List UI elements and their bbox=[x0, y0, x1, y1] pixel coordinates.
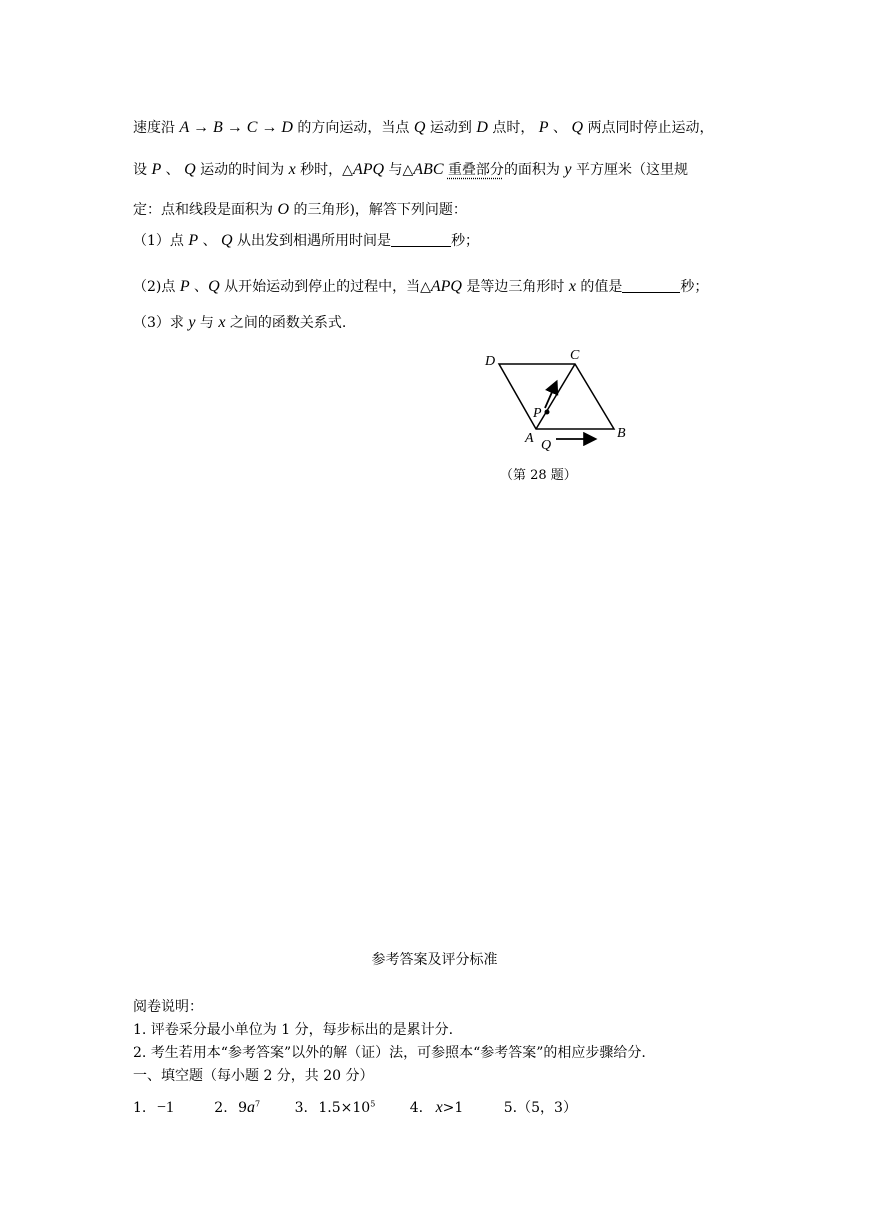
math-apq: APQ bbox=[430, 278, 462, 295]
text: 设 bbox=[133, 162, 152, 178]
text: 与△ bbox=[384, 162, 414, 178]
math-y: y bbox=[564, 161, 572, 178]
label-b: B bbox=[617, 426, 626, 441]
text: 秒； bbox=[680, 279, 709, 295]
answer-exponent: 7 bbox=[255, 1099, 261, 1109]
label-p: P bbox=[533, 406, 542, 421]
answer-variable: x bbox=[435, 1099, 443, 1116]
math-x: x bbox=[288, 161, 296, 178]
section-heading: 一、填空题（每小题 2 分，共 20 分） bbox=[133, 1068, 374, 1084]
text: 定：点和线段是面积为 bbox=[133, 202, 278, 218]
emphasized-text: 重叠部分 bbox=[447, 162, 504, 178]
answer-value: 9 bbox=[238, 1100, 248, 1116]
label-c: C bbox=[570, 348, 580, 363]
label-q: Q bbox=[541, 438, 552, 453]
math-p: P bbox=[538, 119, 549, 136]
answer-number: 2. bbox=[214, 1100, 228, 1116]
answer-value: >1 bbox=[442, 1100, 464, 1116]
text: 的三角形)，解答下列问题： bbox=[289, 202, 467, 218]
problem-line-3 bbox=[133, 199, 467, 219]
text: 从出发到相遇所用时间是 bbox=[232, 233, 392, 249]
text: 秒； bbox=[451, 233, 480, 249]
answer-variable: a bbox=[247, 1099, 256, 1116]
text: 、 bbox=[548, 120, 572, 136]
text: 速度沿 bbox=[133, 120, 180, 136]
text: 之间的函数关系式. bbox=[225, 315, 347, 331]
question-2 bbox=[133, 276, 708, 296]
math-path: A → B → C → D bbox=[179, 119, 293, 136]
math-y: y bbox=[188, 314, 196, 331]
note-1: 1. 评卷采分最小单位为 1 分，每步标出的是累计分. bbox=[133, 1022, 454, 1038]
text: 的方向运动，当点 bbox=[292, 120, 414, 136]
answer-value: （5，3） bbox=[517, 1100, 577, 1116]
geometry-figure bbox=[475, 345, 655, 455]
problem-line-1 bbox=[133, 117, 713, 137]
label-a: A bbox=[525, 431, 534, 446]
answer-value: −1 bbox=[156, 1099, 174, 1116]
math-q: Q bbox=[221, 232, 233, 249]
text: 、 bbox=[198, 233, 222, 249]
text: 与 bbox=[195, 315, 219, 331]
text: 、 bbox=[189, 279, 209, 295]
text: 点时， bbox=[487, 120, 539, 136]
text: 运动到 bbox=[425, 120, 477, 136]
text: （3）求 bbox=[133, 315, 189, 331]
answer-blank[interactable] bbox=[391, 232, 451, 247]
notes-heading: 阅卷说明： bbox=[133, 999, 203, 1015]
answer-number: 5. bbox=[503, 1100, 518, 1116]
math-x: x bbox=[568, 278, 576, 295]
point-p bbox=[545, 410, 550, 415]
math-p: P bbox=[179, 278, 190, 295]
answer-number: 4. bbox=[409, 1100, 424, 1116]
answer-number: 3. bbox=[294, 1100, 308, 1116]
diagonal-ac bbox=[536, 364, 575, 429]
answer-number: 1. bbox=[133, 1100, 147, 1116]
math-d: D bbox=[476, 119, 488, 136]
answer-value: 1.5×10 bbox=[318, 1100, 371, 1116]
text: （2)点 bbox=[133, 279, 180, 295]
text: 是等边三角形时 bbox=[461, 279, 569, 295]
text: 运动的时间为 bbox=[195, 162, 289, 178]
text: 两点同时停止运动， bbox=[583, 120, 714, 136]
text: 从开始运动到停止的过程中，当△ bbox=[219, 279, 431, 295]
figure-caption: （第 28 题） bbox=[500, 468, 577, 483]
math-q: Q bbox=[208, 278, 220, 295]
math-q: Q bbox=[571, 119, 584, 136]
math-p: P bbox=[151, 161, 162, 178]
math-q: Q bbox=[184, 161, 196, 178]
answers-title: 参考答案及评分标准 bbox=[371, 952, 498, 968]
text: 的值是 bbox=[575, 279, 623, 295]
parallelogram-abcd bbox=[499, 364, 614, 429]
math-x: x bbox=[218, 314, 226, 331]
text: 秒时，△ bbox=[295, 162, 353, 178]
math-abc: ABC bbox=[413, 161, 444, 178]
label-d: D bbox=[485, 354, 496, 369]
text: 的面积为 bbox=[503, 162, 565, 178]
fill-in-answers bbox=[133, 1097, 577, 1117]
question-3 bbox=[133, 312, 346, 332]
math-o: O bbox=[277, 201, 290, 218]
text: （1）点 bbox=[133, 233, 189, 249]
math-p: P bbox=[188, 232, 199, 249]
math-apq: APQ bbox=[352, 161, 385, 178]
question-1 bbox=[133, 230, 479, 250]
text: 平方厘米（这里规 bbox=[571, 162, 688, 178]
math-q: Q bbox=[413, 119, 426, 136]
answer-exponent: 5 bbox=[370, 1099, 376, 1109]
text: 、 bbox=[161, 162, 185, 178]
note-2: 2. 考生若用本“参考答案”以外的解（证）法，可参照本“参考答案”的相应步骤给分. bbox=[133, 1045, 646, 1061]
answer-blank[interactable] bbox=[622, 278, 680, 293]
problem-line-2 bbox=[133, 159, 688, 179]
